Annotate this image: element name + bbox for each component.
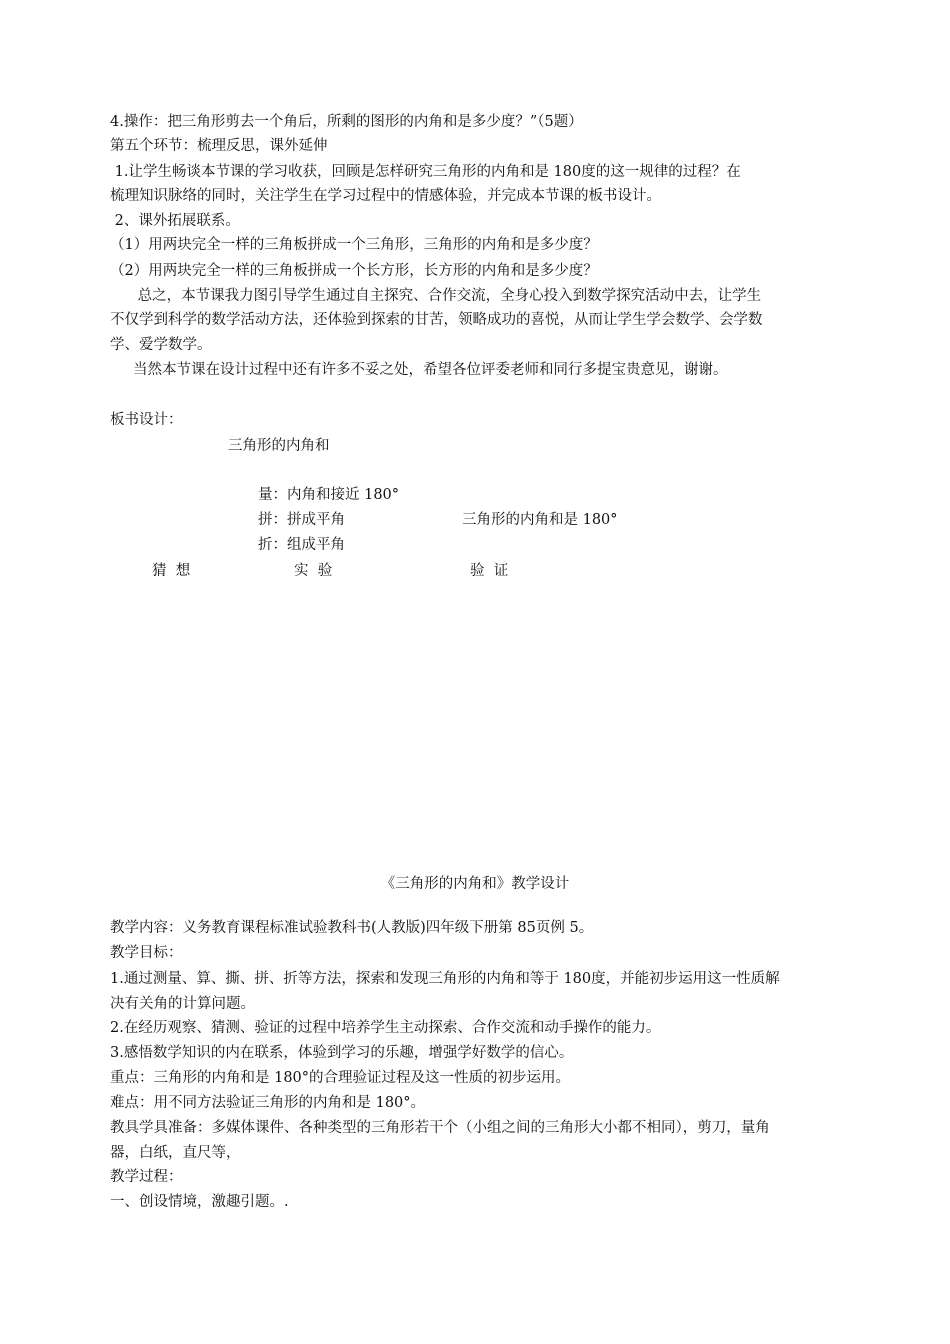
board-step-assemble: 拼：拼成平角 [258,512,345,528]
text-line: 2.在经历观察、猜测、验证的过程中培养学生主动探索、合作交流和动手操作的能力。 [110,1020,661,1036]
board-experiment: 实 验 [294,563,333,579]
text-line: （2）用两块完全一样的三角板拼成一个长方形，长方形的内角和是多少度？ [110,263,598,279]
board-step-measure: 量：内角和接近 180° [258,487,400,503]
text-line: 教学目标： [110,945,183,961]
text-line: 3.感悟数学知识的内在联系，体验到学习的乐趣，增强学好数学的信心。 [110,1045,574,1061]
text-line: 当然本节课在设计过程中还有许多不妥之处，希望各位评委老师和同行多提宝贵意见，谢谢。 [110,362,728,378]
text-line: 1.让学生畅谈本节课的学习收获，回顾是怎样研究三角形的内角和是 180度的这一规律的过程？在 [110,164,741,180]
text-line: 4.操作：把三角形剪去一个角后，所剩的图形的内角和是多少度？”（5题） [110,114,583,130]
board-guess: 猜 想 [152,563,191,579]
board-verify: 验 证 [470,563,509,579]
board-conclusion: 三角形的内角和是 180° [462,512,618,528]
text-line: 1.通过测量、算、撕、拼、折等方法，探索和发现三角形的内角和等于 180度，并能初步运用这一性质解 [110,971,780,987]
doc-title: 《三角形的内角和》教学设计 [380,876,570,892]
board-title: 三角形的内角和 [228,438,330,454]
text-line: 总之，本节课我力图引导学生通过自主探究、合作交流，全身心投入到数学探究活动中去，让学生 [110,288,762,304]
text-line: 学、爱学数学。 [110,337,212,353]
text-line: 教学过程： [110,1169,183,1185]
text-line: 2、课外拓展联系。 [110,213,240,229]
text-line: 教具学具准备：多媒体课件、各种类型的三角形若干个（小组之间的三角形大小都不相同），剪刀，量角 [110,1120,770,1136]
board-step-fold: 折：组成平角 [258,537,345,553]
text-line: 难点：用不同方法验证三角形的内角和是 180°。 [110,1095,426,1111]
text-line: 教学内容：义务教育课程标准试验教科书(人教版)四年级下册第 85页例 5。 [110,920,594,936]
text-line: 器，白纸，直尺等， [110,1145,241,1161]
text-line: 一、创设情境，激趣引题。. [110,1194,289,1210]
text-line: 决有关角的计算问题。 [110,996,255,1012]
text-line: 梳理知识脉络的同时，关注学生在学习过程中的情感体验，并完成本节课的板书设计。 [110,188,661,204]
board-label: 板书设计： [110,412,183,428]
text-line: 不仅学到科学的数学活动方法，还体验到探索的甘苦，领略成功的喜悦，从而让学生学会数学、会学数 [110,312,763,328]
text-line: （1）用两块完全一样的三角板拼成一个三角形，三角形的内角和是多少度？ [110,237,598,253]
text-line: 重点：三角形的内角和是 180°的合理验证过程及这一性质的初步运用。 [110,1070,571,1086]
text-line: 第五个环节：梳理反思，课外延伸 [110,138,328,154]
